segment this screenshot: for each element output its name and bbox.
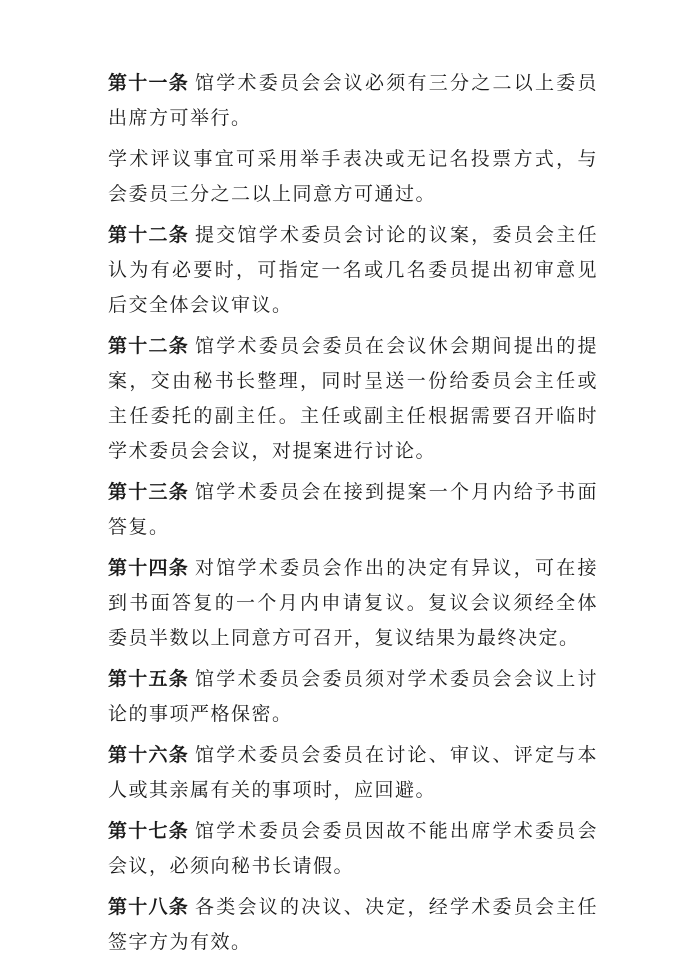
article-text: 馆学术委员会在接到提案一个月内给予书面答复。 <box>108 481 598 538</box>
article-number: 第十二条 <box>108 224 189 246</box>
article-paragraph <box>108 142 598 212</box>
article-text: 馆学术委员会委员须对学术委员会会议上讨论的事项严格保密。 <box>108 668 598 725</box>
article-number: 第十二条 <box>108 335 189 357</box>
article-paragraph <box>108 890 598 960</box>
article-text: 馆学术委员会委员在讨论、审议、评定与本人或其亲属有关的事项时，应回避。 <box>108 744 598 801</box>
article-number: 第十一条 <box>108 72 189 94</box>
article-paragraph <box>108 551 598 656</box>
article-text: 馆学术委员会委员因故不能出席学术委员会会议，必须向秘书长请假。 <box>108 820 598 877</box>
article-text: 提交馆学术委员会讨论的议案，委员会主任认为有必要时，可指定一名或几名委员提出初审意见后交全体会议审议。 <box>108 224 598 316</box>
article-number: 第十八条 <box>108 896 189 918</box>
article-number: 第十四条 <box>108 557 189 579</box>
article-paragraph <box>108 329 598 469</box>
article-text: 馆学术委员会委员在会议休会期间提出的提案，交由秘书长整理，同时呈送一份给委员会主任或主任委托的副主任。主任或副主任根据需要召开临时学术委员会会议，对提案进行讨论。 <box>108 335 598 462</box>
article-paragraph <box>108 814 598 884</box>
article-number: 第十三条 <box>108 481 189 503</box>
article-number: 第十七条 <box>108 820 189 842</box>
article-paragraph <box>108 662 598 732</box>
article-paragraph <box>108 738 598 808</box>
article-text: 对馆学术委员会作出的决定有异议，可在接到书面答复的一个月内申请复议。复议会议须经全体委员半数以上同意方可召开，复议结果为最终决定。 <box>108 557 598 649</box>
article-paragraph <box>108 66 598 136</box>
article-text: 学术评议事宜可采用举手表决或无记名投票方式，与会委员三分之二以上同意方可通过。 <box>108 148 598 205</box>
article-paragraph <box>108 218 598 323</box>
article-text: 馆学术委员会会议必须有三分之二以上委员出席方可举行。 <box>108 72 598 129</box>
article-number: 第十六条 <box>108 744 189 766</box>
article-paragraph <box>108 475 598 545</box>
article-text: 各类会议的决议、决定，经学术委员会主任签字方为有效。 <box>108 896 598 953</box>
article-number: 第十五条 <box>108 668 189 690</box>
document-page <box>108 66 598 966</box>
